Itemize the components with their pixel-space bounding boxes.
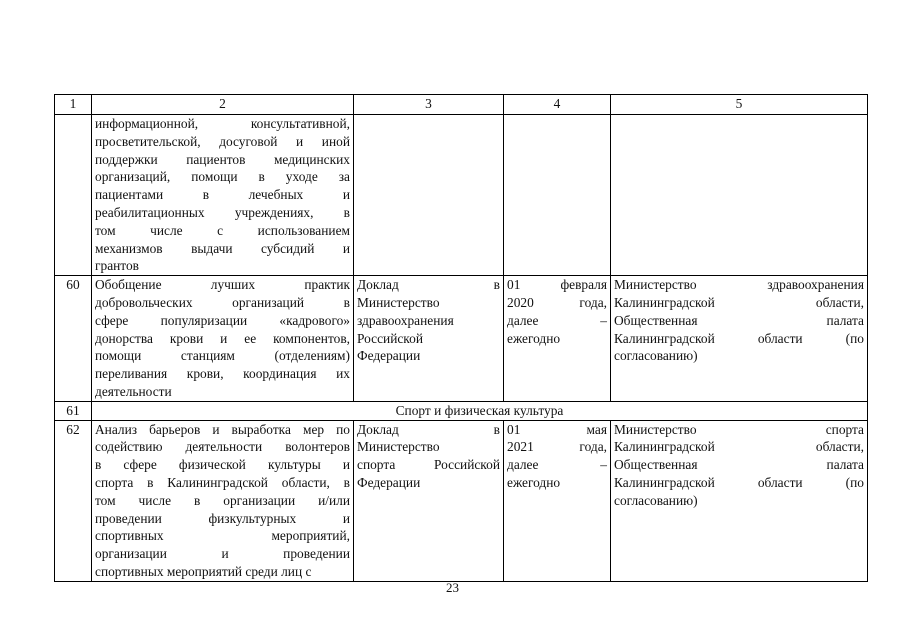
column-header: 5 (611, 95, 868, 115)
text-line: 2021 года, (507, 439, 607, 455)
text-line: Министерство спорта (614, 421, 864, 437)
text-line: пациентами в лечебных и (95, 187, 350, 203)
text-line: содействию деятельности волонтеров (95, 439, 350, 455)
table-row-60 (55, 276, 868, 402)
column-header: 1 (55, 95, 92, 115)
text-line: Калининградской области, (614, 439, 864, 455)
text-line: Обобщение лучших практик (95, 277, 350, 293)
column-header: 3 (354, 95, 504, 115)
text-line: Калининградской области (по (614, 330, 864, 346)
text-line: грантов (95, 258, 139, 274)
text-line: Калининградской области, (614, 294, 864, 310)
text-line: Анализ барьеров и выработка мер по (95, 421, 350, 437)
measure-text (92, 276, 354, 402)
row-number (55, 115, 92, 276)
deadline (504, 115, 611, 276)
measure-text (92, 420, 354, 581)
text-line: Федерации (357, 474, 421, 490)
result-form (354, 420, 504, 581)
responsible (611, 420, 868, 581)
text-line: 01 мая (507, 421, 607, 437)
text-line: Министерство (357, 294, 440, 310)
text-line: Общественная палата (614, 457, 864, 473)
text-line: деятельности (95, 383, 172, 399)
responsible (611, 115, 868, 276)
table-row-62 (55, 420, 868, 581)
text-line: спорта в Калининградской области, в (95, 474, 350, 490)
text-line: ежегодно (507, 474, 561, 490)
text-line: организации и проведении (95, 546, 350, 562)
text-line: Министерство здравоохранения (614, 277, 864, 293)
measures-table (54, 94, 868, 582)
text-line: Доклад в (357, 277, 500, 293)
text-line: организаций, помощи в уходе за (95, 169, 350, 185)
text-line: Министерство (357, 439, 440, 455)
row-number: 62 (55, 420, 92, 581)
text-line: Общественная палата (614, 312, 864, 328)
text-line: помощи станциям (отделениям) (95, 348, 350, 364)
text-line: согласованию) (614, 492, 698, 508)
text-line: поддержки пациентов медицинских (95, 151, 350, 167)
table-header-row (55, 95, 868, 115)
responsible (611, 276, 868, 402)
text-line: донорства крови и ее компонентов, (95, 330, 350, 346)
text-line: том числе с использованием (95, 222, 350, 238)
text-line: добровольческих организаций в (95, 294, 350, 310)
text-line: ежегодно (507, 330, 561, 346)
text-line: переливания крови, координация их (95, 366, 350, 382)
text-line: том числе в организации и/или (95, 492, 350, 508)
text-line: спорта Российской (357, 457, 500, 473)
column-header: 2 (92, 95, 354, 115)
column-header: 4 (504, 95, 611, 115)
page-number: 23 (446, 580, 459, 595)
text-line: здравоохранения (357, 312, 454, 328)
text-line: информационной, консультативной, (95, 116, 350, 131)
text-line: Доклад в (357, 421, 500, 437)
text-line: далее – (507, 312, 607, 328)
result-form (354, 115, 504, 276)
table-row-continuation (55, 115, 868, 276)
text-line: просветительской, досуговой и иной (95, 133, 350, 149)
text-line: спортивных мероприятий среди лиц с (95, 563, 312, 579)
text-line: механизмов выдачи субсидий и (95, 240, 350, 256)
measure-text (92, 115, 354, 276)
result-form (354, 276, 504, 402)
deadline (504, 276, 611, 402)
section-title: Спорт и физическая культура (92, 401, 868, 420)
text-line: согласованию) (614, 348, 698, 364)
text-line: в сфере физической культуры и (95, 457, 350, 473)
text-line: проведении физкультурных и (95, 510, 350, 526)
text-line: Российской (357, 330, 423, 346)
row-number: 60 (55, 276, 92, 402)
text-line: сфере популяризации «кадрового» (95, 312, 350, 328)
deadline (504, 420, 611, 581)
table-row-61-section (55, 401, 868, 420)
text-line: реабилитационных учреждениях, в (95, 204, 350, 220)
row-number: 61 (55, 401, 92, 420)
text-line: спортивных мероприятий, (95, 528, 350, 544)
text-line: Калининградской области (по (614, 474, 864, 490)
text-line: далее – (507, 457, 607, 473)
text-line: 2020 года, (507, 294, 607, 310)
text-line: 01 февраля (507, 277, 607, 293)
text-line: Федерации (357, 348, 421, 364)
